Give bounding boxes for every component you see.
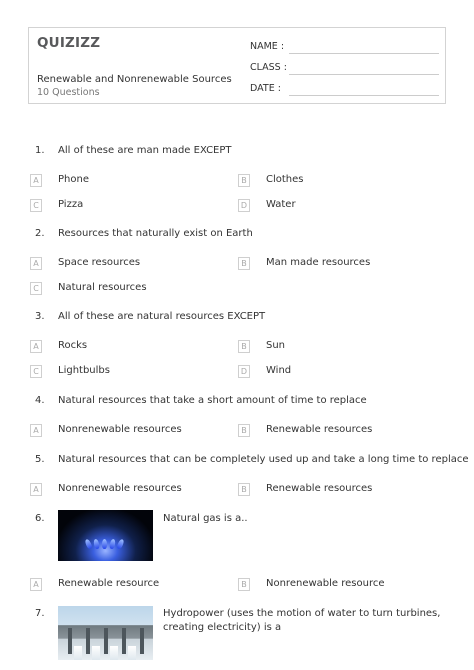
question-number: 1. [35,145,45,156]
question-number: 4. [35,395,45,406]
date-label: DATE : [250,83,281,94]
option-text: Renewable resource [58,578,160,589]
option-text: Rocks [58,340,88,351]
flame-shape [116,538,125,549]
class-field[interactable] [289,74,439,75]
option-box[interactable]: D [238,365,250,378]
dam-pillar [140,628,144,654]
option-text: Phone [58,174,89,185]
question-text-line-2: creating electricity) is a [163,622,282,633]
option-box[interactable]: A [30,578,42,591]
name-label: NAME : [250,41,285,52]
water-spill [92,646,100,660]
hydropower-dam-image [58,606,153,660]
option-box[interactable]: C [30,365,42,378]
option-text: Space resources [58,257,141,268]
option-box[interactable]: B [238,257,250,270]
dam-pillar [68,628,72,654]
dam-pillar [86,628,90,654]
option-box[interactable]: D [238,199,250,212]
option-box[interactable]: B [238,578,250,591]
quizizz-logo: QUIZIZZ [37,35,101,51]
question-text: Natural resources that can be completely used up and take a long time to replace [58,454,469,465]
flame-shape [102,539,107,549]
option-text: Natural resources [58,282,147,293]
option-box[interactable]: A [30,340,42,353]
question-text-line-1: Hydropower (uses the motion of water to turn turbines, [163,608,441,619]
water-spill [128,646,136,660]
question-text: Resources that naturally exist on Earth [58,228,253,239]
option-text: Pizza [58,199,84,210]
option-text: Renewable resources [266,483,373,494]
question-number: 6. [35,513,45,524]
question-number: 3. [35,311,45,322]
option-text: Renewable resources [266,424,373,435]
flame-shape [109,539,116,550]
question-number: 2. [35,228,45,239]
question-text: All of these are natural resources EXCEPT [58,311,266,322]
question-number: 5. [35,454,45,465]
worksheet-title: Renewable and Nonrenewable Sources [37,74,232,85]
option-box[interactable]: A [30,174,42,187]
option-text: Clothes [266,174,304,185]
option-text: Wind [266,365,292,376]
option-box[interactable]: B [238,174,250,187]
question-text: Natural gas is a.. [163,513,248,524]
option-text: Water [266,199,296,210]
option-box[interactable]: B [238,340,250,353]
class-label: CLASS : [250,62,287,73]
option-box[interactable]: A [30,483,42,496]
option-box[interactable]: B [238,424,250,437]
option-box[interactable]: C [30,199,42,212]
question-text: Natural resources that take a short amount of time to replace [58,395,367,406]
question-number: 7. [35,608,45,619]
option-box[interactable]: A [30,257,42,270]
option-text: Man made resources [266,257,371,268]
worksheet-header [28,27,446,104]
dam-pillar [104,628,108,654]
flame-shape [84,538,93,549]
date-field[interactable] [289,95,439,96]
option-text: Nonrenewable resource [266,578,385,589]
question-count: 10 Questions [37,87,100,98]
water-spill [110,646,118,660]
question-text: All of these are man made EXCEPT [58,145,232,156]
option-text: Sun [266,340,286,351]
option-box[interactable]: A [30,424,42,437]
option-text: Nonrenewable resources [58,483,182,494]
gas-flame-image [58,510,153,561]
option-box[interactable]: B [238,483,250,496]
dam-pillar [122,628,126,654]
option-text: Nonrenewable resources [58,424,182,435]
water-spill [74,646,82,660]
option-text: Lightbulbs [58,365,110,376]
option-box[interactable]: C [30,282,42,295]
name-field[interactable] [289,53,439,54]
flame-shape [93,539,100,550]
